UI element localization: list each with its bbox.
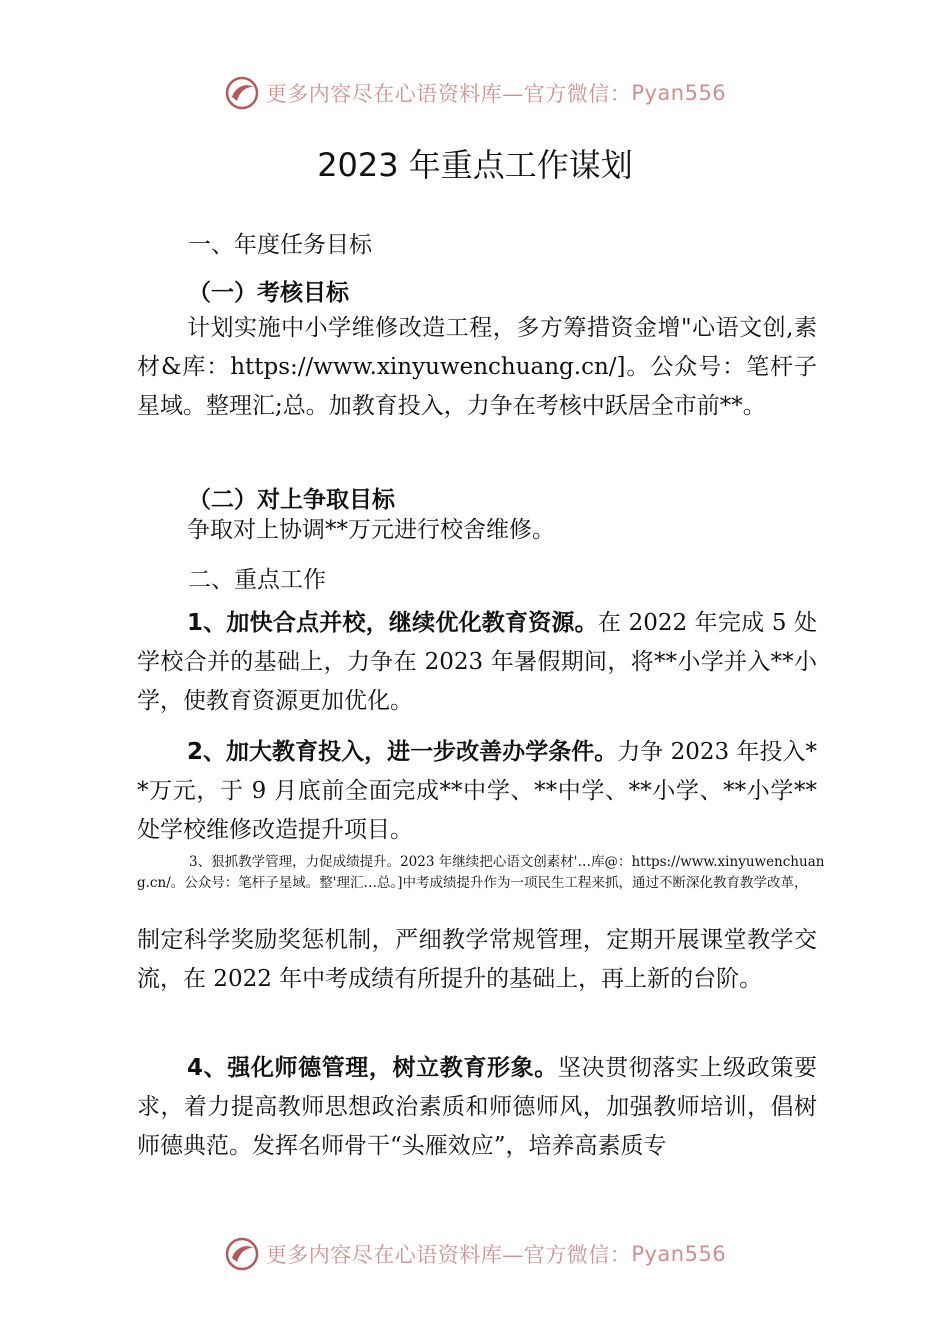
banner-wechat-id: Pyan556 (631, 1242, 727, 1266)
footer-banner (0, 1234, 950, 1274)
sub1-paragraph: 计划实施中小学维修改造工程，多方筹措资金增"心语文创,素材&库：https://www.xinyuwenchuang.cn/]。公众号：笔杆子星域。整理汇;总。加教育投入，力争在考核中跃居全市前**。 (137, 315, 817, 419)
banner-wechat-id: Pyan556 (631, 81, 727, 105)
item1-title: 1、加快合点并校，继续优化教育资源。 (187, 610, 598, 636)
logo-icon (224, 75, 260, 111)
item1-text: 在 2022 年完成 5 处学校合并的基础上，力争在 2023 年暑假期间，将**小学并入**小学，使教育资源更加优化。 (137, 610, 817, 714)
item3-paragraph: 制定科学奖励奖惩机制，严细教学常规管理，定期开展课堂教学交流，在 2022 年中考成绩有所提升的基础上，再上新的台阶。 (137, 927, 817, 992)
sub2-paragraph: 争取对上协调**万元进行校舍维修。 (187, 517, 555, 543)
item2-title: 2、加大教育投入，进一步改善办学条件。 (187, 739, 618, 765)
header-banner (0, 73, 950, 113)
item3-small-text: 3、狠抓教学管理，力促成绩提升。2023 年继续把心语文创素材'…库@：https://www.xinyuwenchuang.cn/。公众号：笔杆子星域。整'理汇…总。]中考成绩提升作为一项民生工程来抓，通过不断深化教育教学改革， (137, 854, 825, 891)
sub1-heading: （一）考核目标 (188, 280, 349, 306)
section2-heading: 二、重点工作 (188, 567, 326, 593)
banner-text: 更多内容尽在心语资料库—官方微信： (265, 82, 632, 106)
item1-paragraph (137, 604, 817, 721)
banner-text: 更多内容尽在心语资料库—官方微信： (265, 1243, 632, 1267)
document-title: 2023 年重点工作谋划 (317, 146, 633, 184)
sub2-heading: （二）对上争取目标 (188, 487, 395, 513)
item4-text: 坚决贯彻落实上级政策要求，着力提高教师思想政治素质和师德师风，加强教师培训，倡树师德典范。发挥名师骨干“头雁效应”，培养高素质专 (137, 1055, 817, 1159)
item2-paragraph (137, 733, 817, 850)
item2-text: 力争 2023 年投入**万元，于 9 月底前全面完成**中学、**中学、**小学、**小学**处学校维修改造提升项目。 (137, 739, 817, 843)
item4-title: 4、强化师德管理，树立教育形象。 (187, 1055, 558, 1081)
item4-paragraph (137, 1049, 817, 1166)
logo-icon (224, 1236, 260, 1272)
section1-heading: 一、年度任务目标 (188, 232, 372, 258)
